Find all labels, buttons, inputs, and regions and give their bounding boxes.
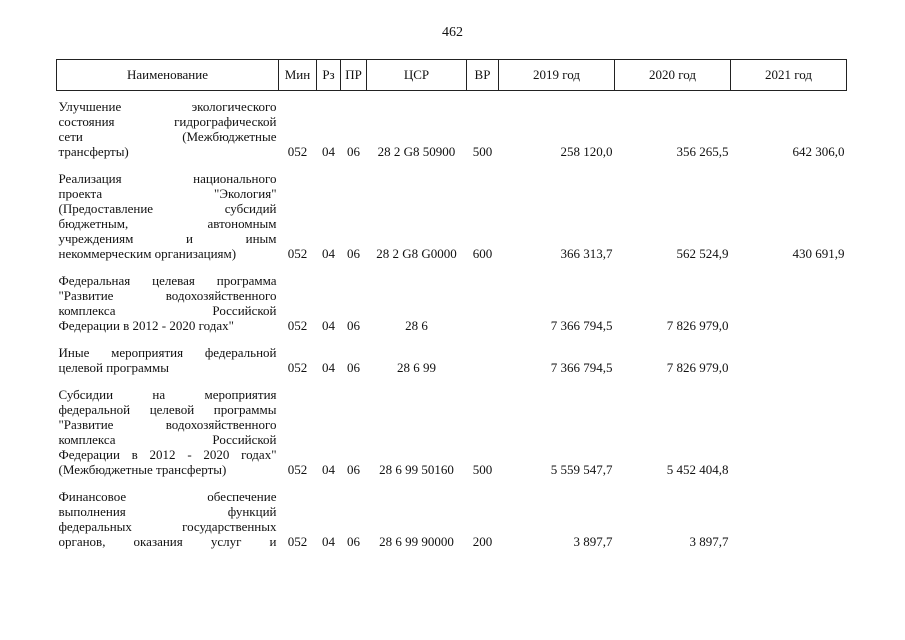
row-name-line: (Предоставление субсидий xyxy=(58,201,277,216)
table-row xyxy=(57,273,847,333)
cell-y2021 xyxy=(731,489,847,549)
row-name-line: Финансовое обеспечение xyxy=(58,489,277,504)
cell-min: 052 xyxy=(287,144,308,159)
cell-vr: 500 xyxy=(472,462,493,477)
row-name-line: Федеральная целевая программа xyxy=(58,273,277,288)
row-spacer xyxy=(57,261,847,273)
cell-vr: 200 xyxy=(472,534,493,549)
cell-y2021 xyxy=(731,387,847,477)
row-name-line: "Развитие водохозяйственного xyxy=(58,288,277,303)
row-name-line: состояния гидрографической xyxy=(58,114,277,129)
cell-vr xyxy=(467,273,499,333)
cell-min: 052 xyxy=(287,360,308,375)
cell-y2020: 5 452 404,8 xyxy=(666,462,729,477)
row-name-line: бюджетным, автономным xyxy=(58,216,277,231)
row-name-line: выполнения функций xyxy=(58,504,277,519)
row-name-line: некоммерческим организациям) xyxy=(58,246,237,261)
row-name-line: целевой программы xyxy=(58,360,169,375)
cell-vr xyxy=(467,345,499,375)
row-name xyxy=(57,99,279,159)
row-name-line: федеральных государственных xyxy=(58,519,277,534)
cell-csr: 28 2 G8 50900 xyxy=(377,144,456,159)
row-name-line: "Развитие водохозяйственного xyxy=(58,417,277,432)
table-row xyxy=(57,345,847,375)
col-header-min: Мин xyxy=(279,60,317,91)
table-body xyxy=(57,91,847,550)
cell-y2021 xyxy=(731,345,847,375)
cell-csr: 28 2 G8 G0000 xyxy=(376,246,457,261)
cell-y2021: 642 306,0 xyxy=(792,144,845,159)
cell-y2020: 7 826 979,0 xyxy=(666,360,729,375)
row-name-line: проекта "Экология" xyxy=(58,186,277,201)
page-number: 462 xyxy=(442,25,463,40)
budget-table xyxy=(56,59,847,549)
row-spacer xyxy=(57,375,847,387)
cell-rz: 04 xyxy=(322,534,335,549)
table-row xyxy=(57,387,847,477)
row-spacer xyxy=(57,477,847,489)
cell-y2020: 3 897,7 xyxy=(689,534,729,549)
cell-pr: 06 xyxy=(347,246,360,261)
row-name-line: Реализация национального xyxy=(58,171,277,186)
cell-rz: 04 xyxy=(322,246,335,261)
table-row xyxy=(57,171,847,261)
row-name xyxy=(57,273,279,333)
table-row xyxy=(57,489,847,549)
cell-rz: 04 xyxy=(322,360,335,375)
cell-y2019: 5 559 547,7 xyxy=(550,462,613,477)
cell-csr: 28 6 99 50160 xyxy=(379,462,454,477)
cell-pr: 06 xyxy=(347,534,360,549)
col-header-2019: 2019 год xyxy=(499,60,615,91)
row-spacer xyxy=(57,91,847,100)
cell-y2020: 562 524,9 xyxy=(676,246,729,261)
col-header-rz: Рз xyxy=(317,60,341,91)
col-header-name: Наименование xyxy=(57,60,279,91)
col-header-2020: 2020 год xyxy=(615,60,731,91)
row-name-line: Улучшение экологического xyxy=(58,99,277,114)
row-name xyxy=(57,345,279,375)
cell-y2019: 7 366 794,5 xyxy=(550,360,613,375)
row-name-line: сети (Межбюджетные xyxy=(58,129,277,144)
cell-pr: 06 xyxy=(347,462,360,477)
cell-csr: 28 6 99 90000 xyxy=(379,534,454,549)
cell-y2021: 430 691,9 xyxy=(792,246,845,261)
row-name-line: органов, оказания услуг и xyxy=(58,534,277,549)
row-spacer xyxy=(57,159,847,171)
row-name xyxy=(57,489,279,549)
row-name-line: Иные мероприятия федеральной xyxy=(58,345,277,360)
cell-rz: 04 xyxy=(322,462,335,477)
cell-csr: 28 6 xyxy=(405,318,428,333)
cell-min: 052 xyxy=(287,534,308,549)
col-header-pr: ПР xyxy=(341,60,367,91)
cell-y2020: 356 265,5 xyxy=(676,144,729,159)
cell-y2019: 258 120,0 xyxy=(560,144,613,159)
row-name-line: Федерации в 2012 - 2020 годах" xyxy=(58,447,277,462)
row-name-line: комплекса Российской xyxy=(58,432,277,447)
row-name-line: Субсидии на мероприятия xyxy=(58,387,277,402)
row-name xyxy=(57,387,279,477)
cell-pr: 06 xyxy=(347,144,360,159)
cell-y2020: 7 826 979,0 xyxy=(666,318,729,333)
header-row xyxy=(57,60,847,91)
cell-pr: 06 xyxy=(347,360,360,375)
cell-min: 052 xyxy=(287,318,308,333)
cell-rz: 04 xyxy=(322,144,335,159)
row-name-line: учреждениям и иным xyxy=(58,231,277,246)
cell-rz: 04 xyxy=(322,318,335,333)
cell-y2019: 3 897,7 xyxy=(573,534,613,549)
cell-y2019: 366 313,7 xyxy=(560,246,613,261)
table-row xyxy=(57,99,847,159)
cell-vr: 600 xyxy=(472,246,493,261)
cell-y2019: 7 366 794,5 xyxy=(550,318,613,333)
cell-y2021 xyxy=(731,273,847,333)
row-name xyxy=(57,171,279,261)
row-name-line: федеральной целевой программы xyxy=(58,402,277,417)
row-name-line: Федерации в 2012 - 2020 годах" xyxy=(58,318,234,333)
cell-vr: 500 xyxy=(472,144,493,159)
row-name-line: трансферты) xyxy=(58,144,129,159)
cell-min: 052 xyxy=(287,462,308,477)
cell-csr: 28 6 99 xyxy=(397,360,436,375)
row-spacer xyxy=(57,333,847,345)
cell-pr: 06 xyxy=(347,318,360,333)
row-name-line: комплекса Российской xyxy=(58,303,277,318)
col-header-2021: 2021 год xyxy=(731,60,847,91)
row-name-line: (Межбюджетные трансферты) xyxy=(58,462,227,477)
cell-min: 052 xyxy=(287,246,308,261)
col-header-csr: ЦСР xyxy=(367,60,467,91)
col-header-vr: ВР xyxy=(467,60,499,91)
